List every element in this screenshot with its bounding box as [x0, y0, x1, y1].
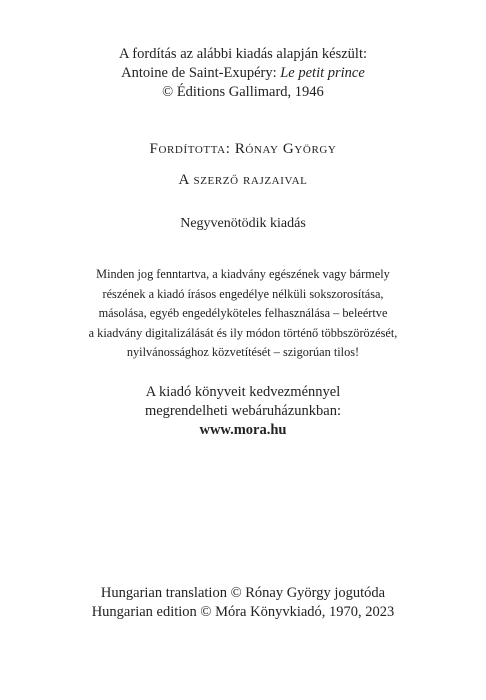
- edition-copyright: Hungarian edition © Móra Könyvkiadó, 1970, 2023: [91, 604, 395, 620]
- order-line: A kiadó könyveit kedvezménnyel: [145, 384, 341, 400]
- edition-number: Negyvenötödik kiadás: [180, 216, 306, 231]
- rights-line: nyilvánossághoz közvetítését – szigorúan tilos!: [126, 345, 360, 359]
- original-publisher: © Éditions Gallimard, 1946: [162, 84, 324, 100]
- source-note: A fordítás az alábbi kiadás alapján készült:: [118, 46, 368, 62]
- source-edition-block: [0, 45, 486, 102]
- order-info: [0, 383, 486, 440]
- original-title: Le petit prince: [280, 65, 365, 81]
- translator-credit: Fordította: Rónay György: [149, 141, 337, 157]
- rights-line: másolása, egyéb engedélyköteles felhasználása – beleértve: [98, 306, 388, 320]
- rights-line: a kiadvány digitalizálását és ily módon történő többszörözését,: [88, 325, 398, 340]
- drawings-credit: A szerző rajzaival: [178, 172, 308, 188]
- rights-line: Minden jog fenntartva, a kiadvány egészének vagy bármely: [96, 267, 390, 281]
- rights-line: részének a kiadó írásos engedélye nélküli sokszorosítása,: [102, 286, 384, 301]
- copyright-block: [0, 584, 486, 622]
- rights-notice: [0, 265, 486, 363]
- webshop-link[interactable]: www.mora.hu: [199, 422, 287, 438]
- original-author: Antoine de Saint-Exupéry:: [121, 65, 281, 81]
- original-work-line: [0, 64, 486, 83]
- translation-copyright: Hungarian translation © Rónay György jogutóda: [100, 585, 386, 601]
- order-line: megrendelheti webáruházunkban:: [144, 403, 342, 419]
